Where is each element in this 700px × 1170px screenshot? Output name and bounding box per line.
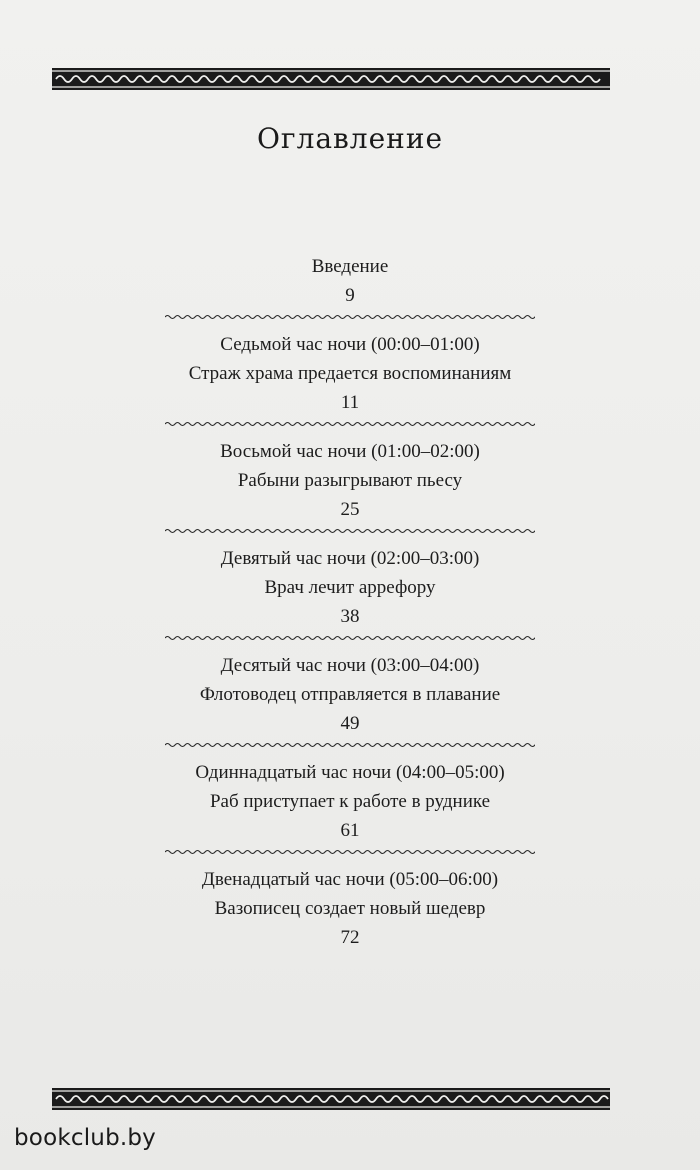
entry-page-number: 49 <box>340 713 360 734</box>
entry-heading: Введение <box>311 256 389 277</box>
watermark-text: bookclub.by <box>14 1125 156 1151</box>
toc-entry-introduction[interactable] <box>120 252 580 310</box>
wavy-rule-icon <box>165 635 535 641</box>
toc-entry-chapter-12[interactable] <box>120 865 580 952</box>
toc-entry-chapter-9[interactable] <box>120 544 580 631</box>
toc-entry-chapter-10[interactable] <box>120 651 580 738</box>
entry-heading: Седьмой час ночи (00:00–01:00) <box>220 334 480 355</box>
entry-page-number: 9 <box>345 285 355 306</box>
entry-heading: Восьмой час ночи (01:00–02:00) <box>220 441 480 462</box>
greek-wave-icon <box>52 1088 610 1110</box>
entry-page-number: 11 <box>340 392 360 413</box>
toc-entry-chapter-7[interactable] <box>120 330 580 417</box>
wavy-rule-icon <box>165 742 535 748</box>
entry-subtitle: Рабыни разыгрывают пьесу <box>237 470 463 491</box>
table-of-contents <box>120 252 580 952</box>
entry-subtitle: Раб приступает к работе в руднике <box>209 791 491 812</box>
entry-subtitle: Вазописец создает новый шедевр <box>214 898 486 919</box>
entry-subtitle: Врач лечит аррефору <box>264 577 436 598</box>
entry-heading: Одиннадцатый час ночи (04:00–05:00) <box>195 762 505 783</box>
wavy-rule-icon <box>165 849 535 855</box>
ornament-border-top <box>52 68 610 90</box>
entry-heading: Девятый час ночи (02:00–03:00) <box>220 548 480 569</box>
toc-entry-chapter-11[interactable] <box>120 758 580 845</box>
entry-page-number: 25 <box>340 499 360 520</box>
ornament-border-bottom <box>52 1088 610 1110</box>
entry-page-number: 61 <box>340 820 360 841</box>
wavy-rule-icon <box>165 528 535 534</box>
entry-page-number: 38 <box>340 606 360 627</box>
entry-page-number: 72 <box>340 927 360 948</box>
wavy-rule-icon <box>165 421 535 427</box>
entry-subtitle: Флотоводец отправляется в плавание <box>199 684 501 705</box>
toc-entry-chapter-8[interactable] <box>120 437 580 524</box>
greek-wave-icon <box>52 68 610 90</box>
entry-heading: Двенадцатый час ночи (05:00–06:00) <box>201 869 499 890</box>
wavy-rule-icon <box>165 314 535 320</box>
entry-heading: Десятый час ночи (03:00–04:00) <box>220 655 480 676</box>
entry-subtitle: Страж храма предается воспоминаниям <box>188 363 512 384</box>
page-title: Оглавление <box>256 122 444 155</box>
